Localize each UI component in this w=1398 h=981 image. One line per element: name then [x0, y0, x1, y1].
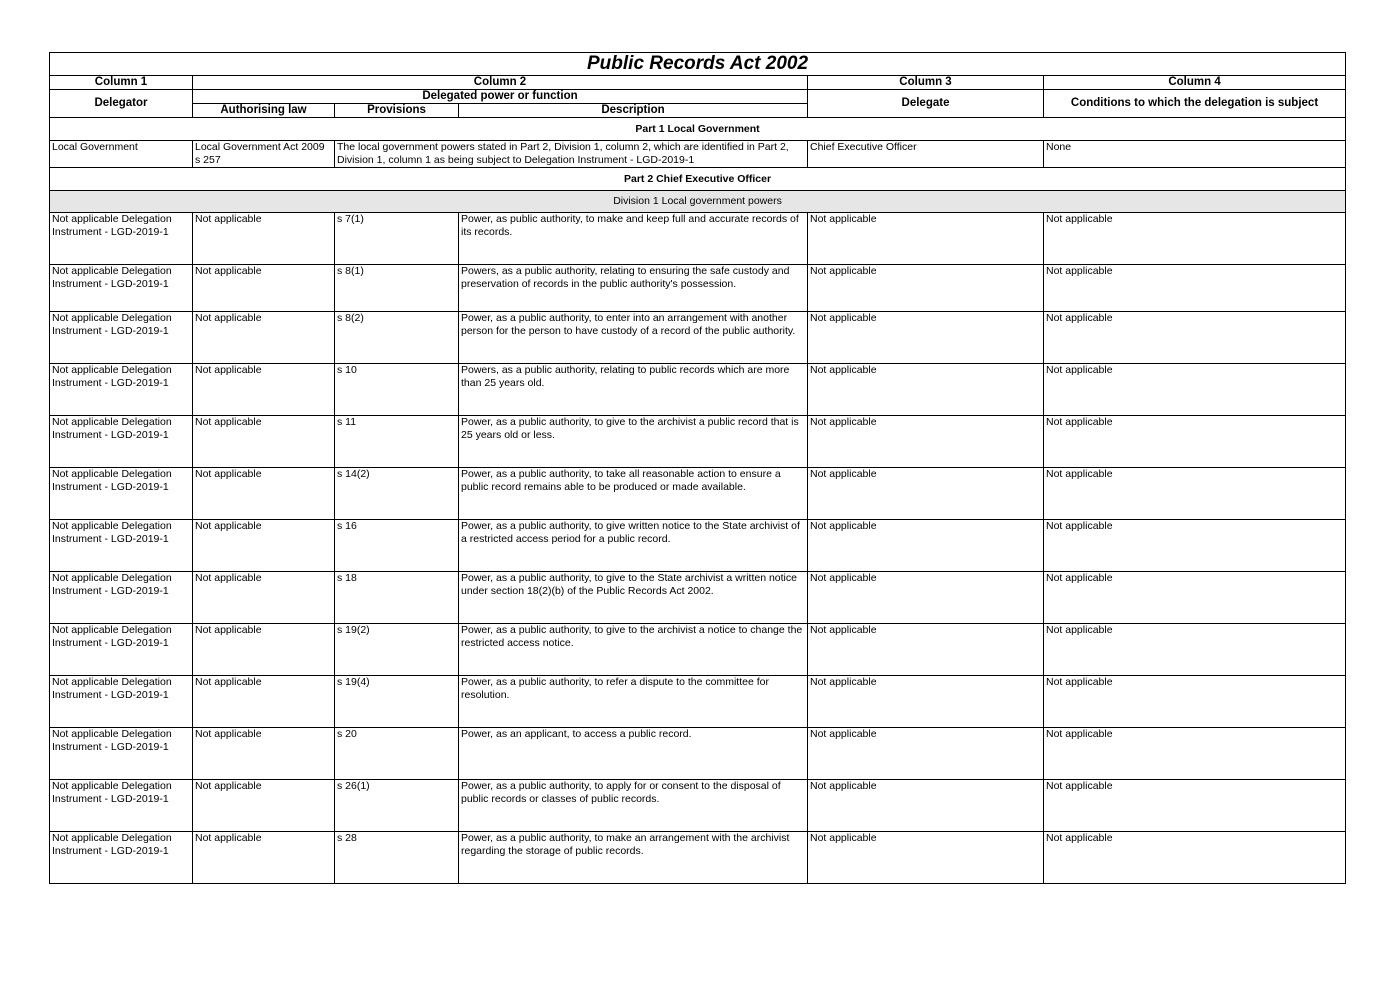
- provision-cell: s 11: [335, 416, 459, 468]
- conditions-cell: Not applicable: [1044, 416, 1346, 468]
- delegator-cell: Not applicable Delegation Instrument - LGD-2019-1: [50, 728, 193, 780]
- delegator-cell: Not applicable Delegation Instrument - LGD-2019-1: [50, 780, 193, 832]
- conditions-cell: Not applicable: [1044, 780, 1346, 832]
- delegator-cell: Not applicable Delegation Instrument - LGD-2019-1: [50, 364, 193, 416]
- title-row: [50, 53, 1346, 76]
- authorising-law-cell: Not applicable: [193, 572, 335, 624]
- part-1-heading-row: [50, 118, 1346, 141]
- provision-cell: s 14(2): [335, 468, 459, 520]
- delegator-cell: Not applicable Delegation Instrument - LGD-2019-1: [50, 265, 193, 312]
- table-row: [50, 832, 1346, 884]
- delegation-table: [49, 52, 1346, 884]
- delegator-cell: Not applicable Delegation Instrument - LGD-2019-1: [50, 832, 193, 884]
- part-1-conditions: None: [1044, 141, 1346, 168]
- header-row-1: [50, 90, 1346, 104]
- table-row: [50, 213, 1346, 265]
- conditions-cell: Not applicable: [1044, 728, 1346, 780]
- conditions-cell: Not applicable: [1044, 213, 1346, 265]
- description-cell: Power, as an applicant, to access a public record.: [459, 728, 808, 780]
- authorising-law-header: Authorising law: [193, 104, 335, 118]
- delegate-cell: Not applicable: [808, 780, 1044, 832]
- table-row: [50, 624, 1346, 676]
- conditions-cell: Not applicable: [1044, 364, 1346, 416]
- description-cell: Power, as public authority, to make and keep full and accurate records of its records.: [459, 213, 808, 265]
- delegator-cell: Not applicable Delegation Instrument - LGD-2019-1: [50, 572, 193, 624]
- conditions-cell: Not applicable: [1044, 520, 1346, 572]
- conditions-cell: Not applicable: [1044, 572, 1346, 624]
- document-title: Public Records Act 2002: [50, 53, 1346, 76]
- provision-cell: s 8(2): [335, 312, 459, 364]
- authorising-law-cell: Not applicable: [193, 416, 335, 468]
- provision-cell: s 19(4): [335, 676, 459, 728]
- authorising-law-cell: Not applicable: [193, 213, 335, 265]
- delegate-cell: Not applicable: [808, 676, 1044, 728]
- delegate-cell: Not applicable: [808, 832, 1044, 884]
- description-cell: Power, as a public authority, to enter into an arrangement with another person for the person to have custody of a record of the public authority.: [459, 312, 808, 364]
- delegate-cell: Not applicable: [808, 265, 1044, 312]
- authorising-law-cell: Not applicable: [193, 728, 335, 780]
- delegator-cell: Not applicable Delegation Instrument - LGD-2019-1: [50, 520, 193, 572]
- table-row: [50, 780, 1346, 832]
- description-cell: Powers, as a public authority, relating to public records which are more than 25 years old.: [459, 364, 808, 416]
- division-1-heading-row: [50, 191, 1346, 213]
- delegate-cell: Not applicable: [808, 312, 1044, 364]
- part-1-description: The local government powers stated in Part 2, Division 1, column 2, which are identified in Part 2, Division 1, column 1 as being subject to Delegation Instrument - LGD-2019-1: [335, 141, 808, 168]
- authorising-law-cell: Not applicable: [193, 312, 335, 364]
- delegate-cell: Not applicable: [808, 572, 1044, 624]
- delegate-header: Delegate: [808, 90, 1044, 118]
- division-1-heading: Division 1 Local government powers: [50, 191, 1346, 213]
- description-cell: Power, as a public authority, to give to the State archivist a written notice under section 18(2)(b) of the Public Records Act 2002.: [459, 572, 808, 624]
- table-row: [50, 728, 1346, 780]
- conditions-cell: Not applicable: [1044, 265, 1346, 312]
- column-2-header: Column 2: [193, 76, 808, 90]
- provisions-header: Provisions: [335, 104, 459, 118]
- description-header: Description: [459, 104, 808, 118]
- part-1-row: [50, 141, 1346, 168]
- conditions-cell: Not applicable: [1044, 624, 1346, 676]
- delegate-cell: Not applicable: [808, 624, 1044, 676]
- part-1-delegate: Chief Executive Officer: [808, 141, 1044, 168]
- delegate-cell: Not applicable: [808, 468, 1044, 520]
- authorising-law-cell: Not applicable: [193, 832, 335, 884]
- authorising-law-cell: Not applicable: [193, 624, 335, 676]
- part-1-heading: Part 1 Local Government: [50, 118, 1346, 141]
- table-row: [50, 572, 1346, 624]
- delegator-cell: Not applicable Delegation Instrument - LGD-2019-1: [50, 624, 193, 676]
- authorising-law-cell: Not applicable: [193, 364, 335, 416]
- provision-cell: s 18: [335, 572, 459, 624]
- delegator-cell: Not applicable Delegation Instrument - LGD-2019-1: [50, 468, 193, 520]
- delegator-cell: Not applicable Delegation Instrument - LGD-2019-1: [50, 676, 193, 728]
- authorising-law-cell: Not applicable: [193, 520, 335, 572]
- provision-cell: s 19(2): [335, 624, 459, 676]
- conditions-cell: Not applicable: [1044, 676, 1346, 728]
- part-1-delegator: Local Government: [50, 141, 193, 168]
- provision-cell: s 16: [335, 520, 459, 572]
- provision-cell: s 28: [335, 832, 459, 884]
- description-cell: Power, as a public authority, to make an arrangement with the archivist regarding the storage of public records.: [459, 832, 808, 884]
- delegate-cell: Not applicable: [808, 213, 1044, 265]
- delegate-cell: Not applicable: [808, 520, 1044, 572]
- delegate-cell: Not applicable: [808, 416, 1044, 468]
- conditions-header: Conditions to which the delegation is subject: [1044, 90, 1346, 118]
- conditions-cell: Not applicable: [1044, 468, 1346, 520]
- description-cell: Power, as a public authority, to refer a dispute to the committee for resolution.: [459, 676, 808, 728]
- delegated-power-header: Delegated power or function: [193, 90, 808, 104]
- column-3-header: Column 3: [808, 76, 1044, 90]
- description-cell: Power, as a public authority, to give to the archivist a notice to change the restricted access notice.: [459, 624, 808, 676]
- description-cell: Powers, as a public authority, relating to ensuring the safe custody and preservation of records in the public authority's possession.: [459, 265, 808, 312]
- authorising-law-cell: Not applicable: [193, 780, 335, 832]
- description-cell: Power, as a public authority, to take all reasonable action to ensure a public record remains able to be produced or made available.: [459, 468, 808, 520]
- conditions-cell: Not applicable: [1044, 312, 1346, 364]
- part-1-authorising-law: Local Government Act 2009 s 257: [193, 141, 335, 168]
- authorising-law-cell: Not applicable: [193, 265, 335, 312]
- table-row: [50, 364, 1346, 416]
- part-2-heading-row: [50, 168, 1346, 191]
- table-row: [50, 312, 1346, 364]
- authorising-law-cell: Not applicable: [193, 676, 335, 728]
- delegator-cell: Not applicable Delegation Instrument - LGD-2019-1: [50, 312, 193, 364]
- authorising-law-cell: Not applicable: [193, 468, 335, 520]
- description-cell: Power, as a public authority, to apply for or consent to the disposal of public records or classes of public records.: [459, 780, 808, 832]
- description-cell: Power, as a public authority, to give to the archivist a public record that is 25 years old or less.: [459, 416, 808, 468]
- provision-cell: s 10: [335, 364, 459, 416]
- delegate-cell: Not applicable: [808, 728, 1044, 780]
- description-cell: Power, as a public authority, to give written notice to the State archivist of a restricted access period for a public record.: [459, 520, 808, 572]
- table-row: [50, 520, 1346, 572]
- table-row: [50, 265, 1346, 312]
- provision-cell: s 8(1): [335, 265, 459, 312]
- provision-cell: s 26(1): [335, 780, 459, 832]
- provision-cell: s 7(1): [335, 213, 459, 265]
- delegate-cell: Not applicable: [808, 364, 1044, 416]
- table-row: [50, 468, 1346, 520]
- column-1-header: Column 1: [50, 76, 193, 90]
- table-body: [50, 53, 1346, 884]
- column-4-header: Column 4: [1044, 76, 1346, 90]
- table-row: [50, 676, 1346, 728]
- delegator-cell: Not applicable Delegation Instrument - LGD-2019-1: [50, 213, 193, 265]
- table-row: [50, 416, 1346, 468]
- delegator-header: Delegator: [50, 90, 193, 118]
- part-2-heading: Part 2 Chief Executive Officer: [50, 168, 1346, 191]
- conditions-cell: Not applicable: [1044, 832, 1346, 884]
- provision-cell: s 20: [335, 728, 459, 780]
- column-number-row: [50, 76, 1346, 90]
- delegator-cell: Not applicable Delegation Instrument - LGD-2019-1: [50, 416, 193, 468]
